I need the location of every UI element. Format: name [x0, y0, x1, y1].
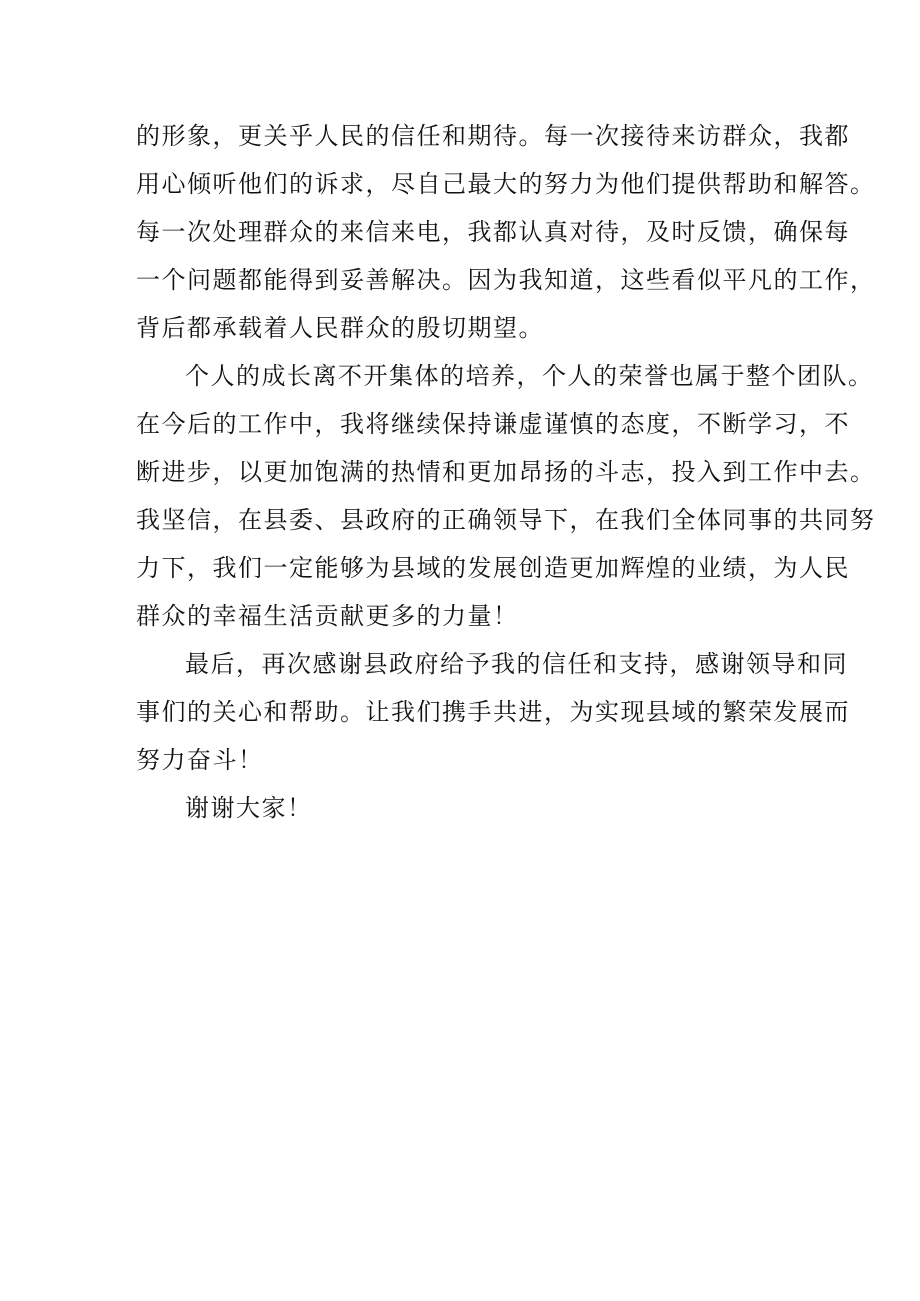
text-line: 每一次处理群众的来信来电，我都认真对待，及时反馈，确保每 [136, 218, 850, 246]
text-line: 努力奋斗！ [136, 746, 264, 774]
paragraph-start-line: 最后，再次感谢县政府给予我的信任和支持，感谢领导和同 [185, 650, 848, 678]
closing-line: 谢谢大家！ [185, 794, 313, 822]
text-line: 一个问题都能得到妥善解决。因为我知道，这些看似平凡的工作， [136, 266, 876, 294]
text-line: 事们的关心和帮助。让我们携手共进，为实现县域的繁荣发展而 [136, 698, 850, 726]
document-body [136, 112, 876, 832]
text-line: 用心倾听他们的诉求，尽自己最大的努力为他们提供帮助和解答。 [136, 170, 876, 198]
paragraph-start-line: 个人的成长离不开集体的培养，个人的荣誉也属于整个团队。 [185, 362, 874, 390]
text-line: 背后都承载着人民群众的殷切期望。 [136, 314, 544, 342]
text-line: 我坚信，在县委、县政府的正确领导下，在我们全体同事的共同努 [136, 506, 876, 534]
text-line: 的形象，更关乎人民的信任和期待。每一次接待来访群众，我都 [136, 122, 850, 150]
text-line: 断进步，以更加饱满的热情和更加昂扬的斗志，投入到工作中去。 [136, 458, 876, 486]
text-line: 力下，我们一定能够为县域的发展创造更加辉煌的业绩，为人民 [136, 554, 850, 582]
text-line: 在今后的工作中，我将继续保持谦虚谨慎的态度，不断学习，不 [136, 410, 850, 438]
text-line: 群众的幸福生活贡献更多的力量！ [136, 602, 519, 630]
